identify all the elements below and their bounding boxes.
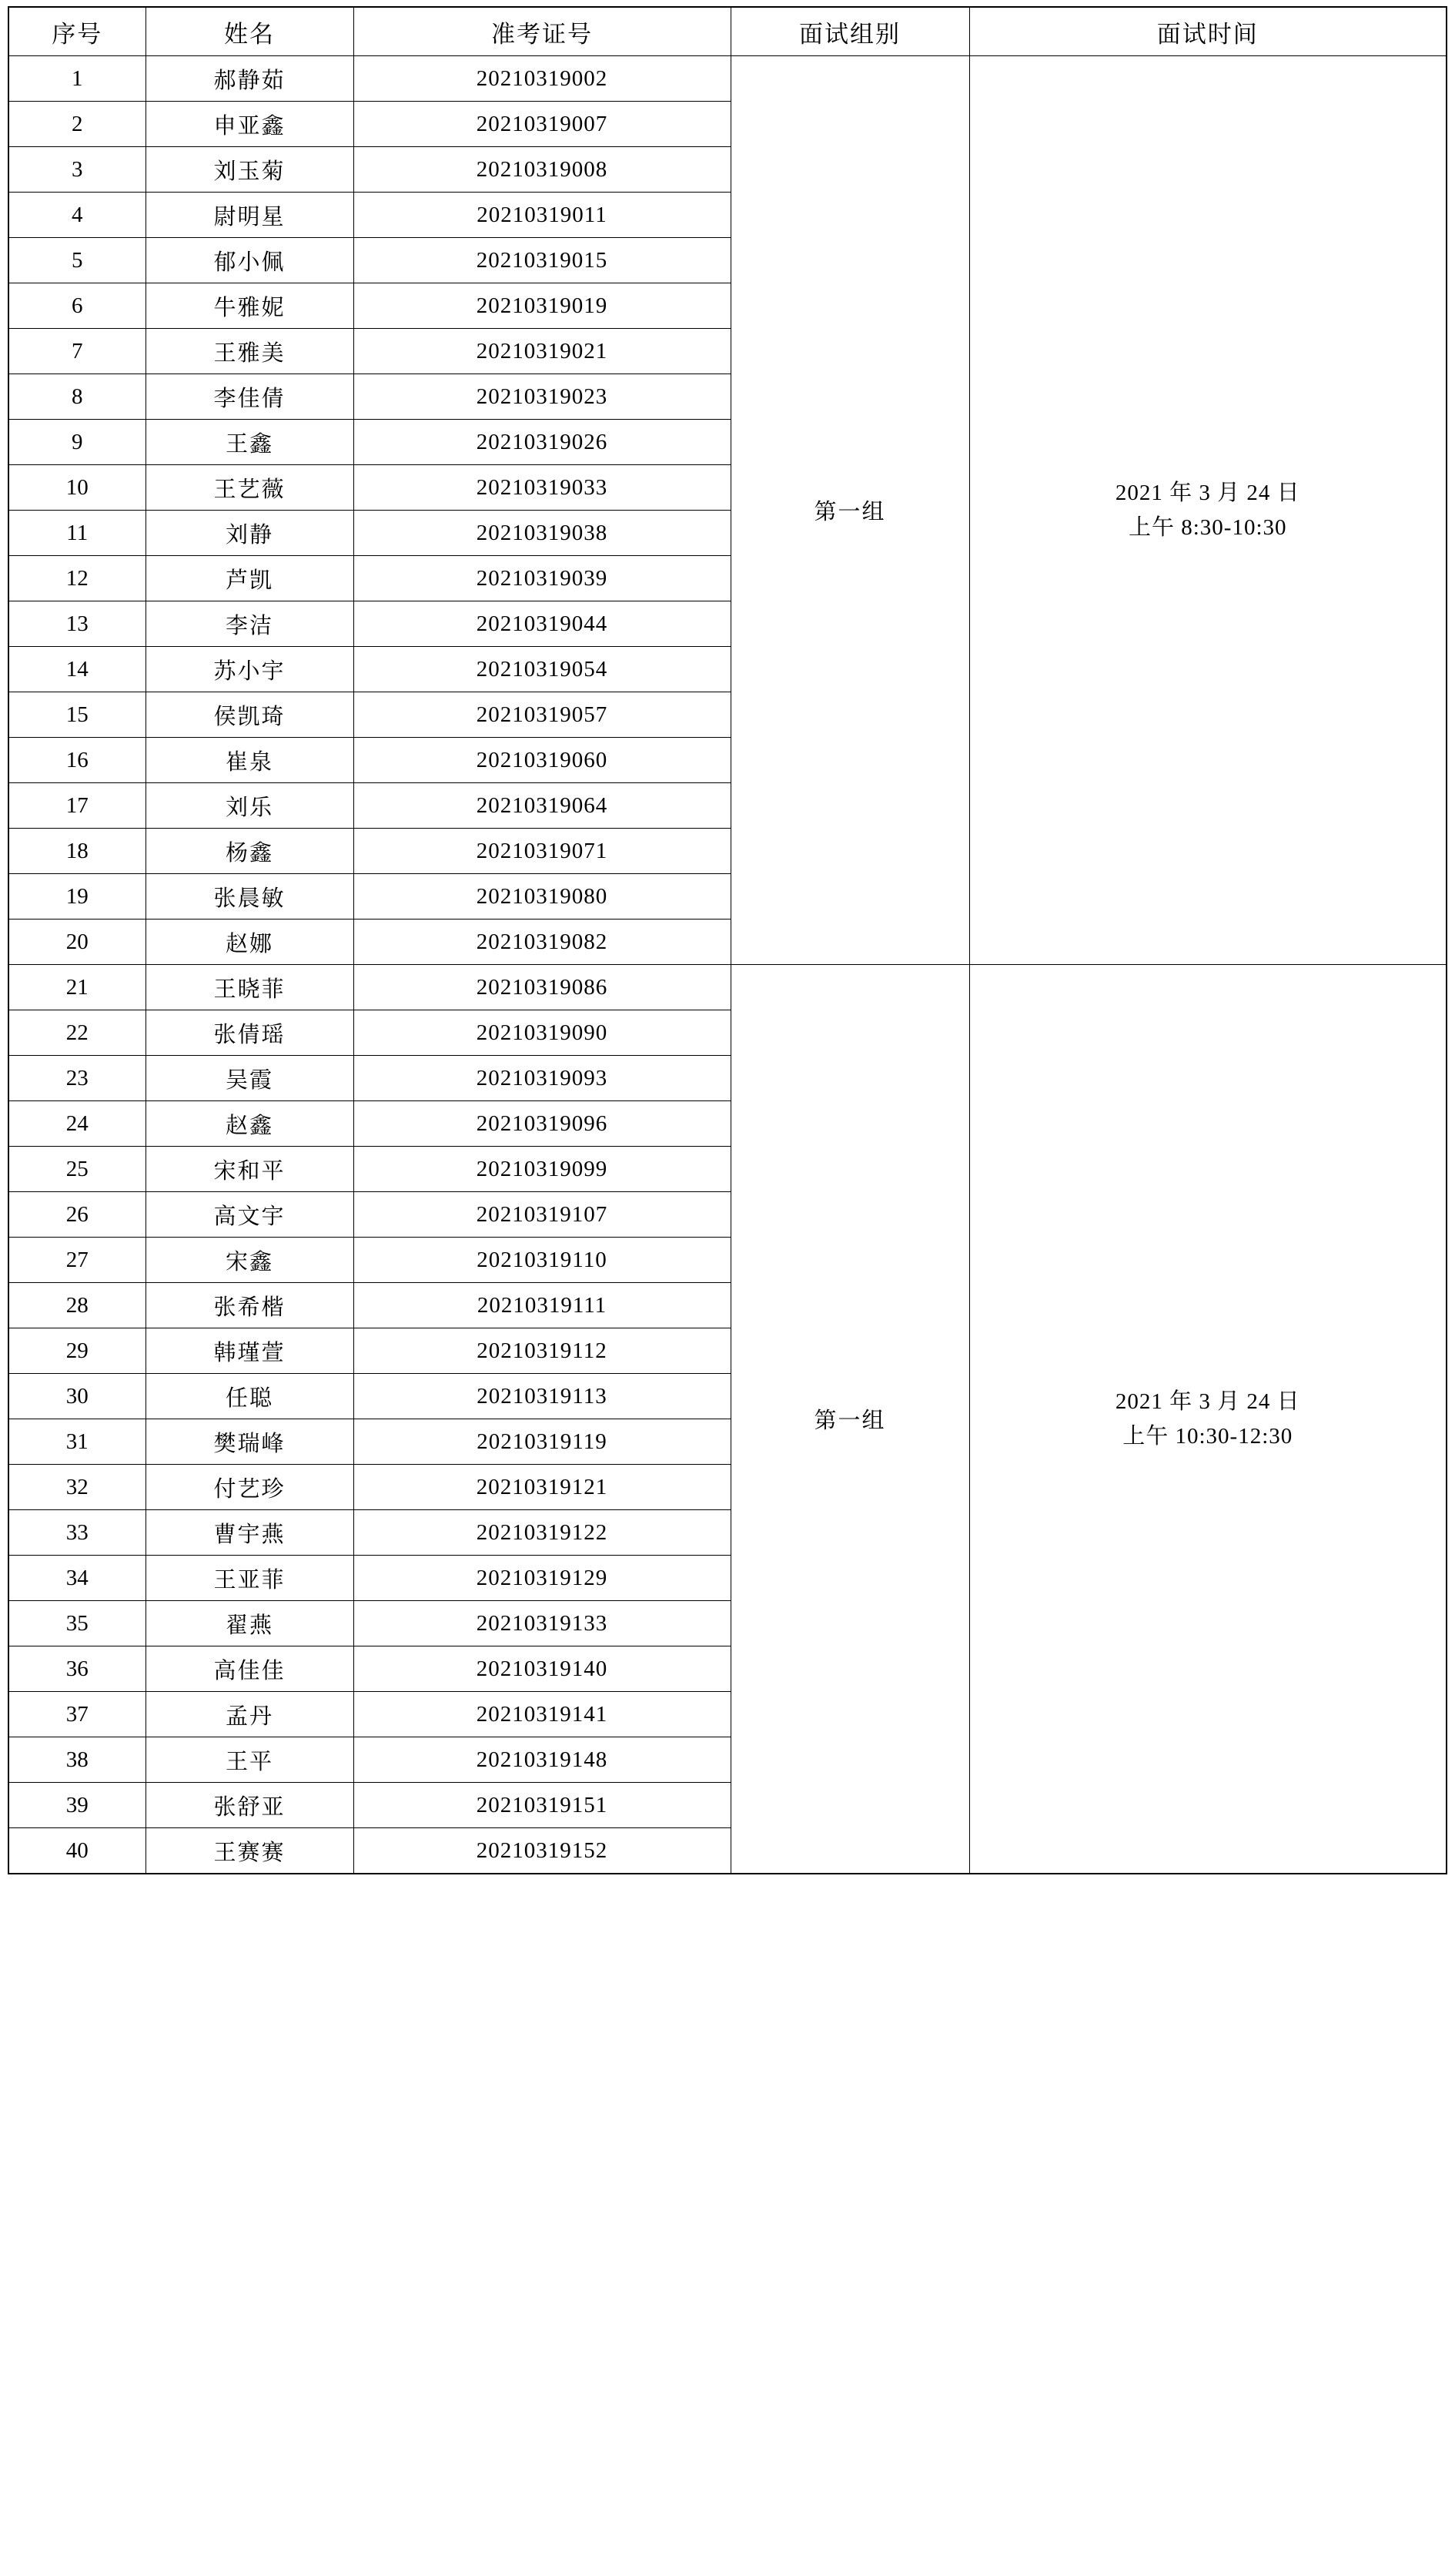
cell-index: 40	[8, 1828, 146, 1874]
cell-index: 19	[8, 874, 146, 920]
column-header-index: 序号	[8, 7, 146, 56]
cell-index: 12	[8, 556, 146, 601]
cell-ticket-number: 20210319080	[353, 874, 731, 920]
cell-ticket-number: 20210319110	[353, 1238, 731, 1283]
cell-index: 34	[8, 1556, 146, 1601]
cell-candidate-name: 王亚菲	[146, 1556, 353, 1601]
cell-index: 7	[8, 329, 146, 374]
cell-index: 39	[8, 1783, 146, 1828]
column-header-time: 面试时间	[969, 7, 1447, 56]
cell-ticket-number: 20210319148	[353, 1737, 731, 1783]
cell-candidate-name: 李洁	[146, 601, 353, 647]
cell-ticket-number: 20210319140	[353, 1646, 731, 1692]
cell-index: 23	[8, 1056, 146, 1101]
cell-index: 28	[8, 1283, 146, 1328]
cell-ticket-number: 20210319082	[353, 920, 731, 965]
cell-ticket-number: 20210319152	[353, 1828, 731, 1874]
cell-ticket-number: 20210319057	[353, 692, 731, 738]
cell-interview-group: 第一组	[731, 56, 969, 965]
cell-candidate-name: 宋鑫	[146, 1238, 353, 1283]
cell-candidate-name: 曹宇燕	[146, 1510, 353, 1556]
column-header-ticket: 准考证号	[353, 7, 731, 56]
cell-candidate-name: 王鑫	[146, 420, 353, 465]
cell-candidate-name: 高佳佳	[146, 1646, 353, 1692]
cell-candidate-name: 赵娜	[146, 920, 353, 965]
cell-candidate-name: 郁小佩	[146, 238, 353, 283]
cell-candidate-name: 李佳倩	[146, 374, 353, 420]
cell-index: 31	[8, 1419, 146, 1465]
cell-index: 10	[8, 465, 146, 511]
cell-ticket-number: 20210319093	[353, 1056, 731, 1101]
cell-candidate-name: 杨鑫	[146, 829, 353, 874]
cell-index: 32	[8, 1465, 146, 1510]
cell-index: 38	[8, 1737, 146, 1783]
cell-candidate-name: 张希楷	[146, 1283, 353, 1328]
cell-index: 27	[8, 1238, 146, 1283]
cell-ticket-number: 20210319033	[353, 465, 731, 511]
cell-candidate-name: 樊瑞峰	[146, 1419, 353, 1465]
cell-index: 14	[8, 647, 146, 692]
cell-index: 4	[8, 193, 146, 238]
cell-index: 26	[8, 1192, 146, 1238]
cell-ticket-number: 20210319129	[353, 1556, 731, 1601]
cell-candidate-name: 任聪	[146, 1374, 353, 1419]
cell-index: 15	[8, 692, 146, 738]
cell-ticket-number: 20210319112	[353, 1328, 731, 1374]
cell-candidate-name: 芦凯	[146, 556, 353, 601]
cell-candidate-name: 赵鑫	[146, 1101, 353, 1147]
cell-candidate-name: 高文宇	[146, 1192, 353, 1238]
cell-index: 17	[8, 783, 146, 829]
cell-candidate-name: 孟丹	[146, 1692, 353, 1737]
cell-ticket-number: 20210319026	[353, 420, 731, 465]
table-row	[8, 965, 1447, 1010]
interview-date: 2021 年 3 月 24 日	[1115, 1388, 1300, 1414]
cell-ticket-number: 20210319107	[353, 1192, 731, 1238]
cell-ticket-number: 20210319064	[353, 783, 731, 829]
cell-ticket-number: 20210319111	[353, 1283, 731, 1328]
cell-index: 35	[8, 1601, 146, 1646]
cell-candidate-name: 侯凯琦	[146, 692, 353, 738]
cell-interview-group: 第一组	[731, 965, 969, 1874]
cell-ticket-number: 20210319011	[353, 193, 731, 238]
cell-candidate-name: 宋和平	[146, 1147, 353, 1192]
cell-ticket-number: 20210319141	[353, 1692, 731, 1737]
cell-index: 29	[8, 1328, 146, 1374]
cell-index: 22	[8, 1010, 146, 1056]
cell-ticket-number: 20210319119	[353, 1419, 731, 1465]
cell-index: 36	[8, 1646, 146, 1692]
cell-candidate-name: 郝静茹	[146, 56, 353, 102]
table-header-row	[8, 7, 1447, 56]
cell-candidate-name: 崔泉	[146, 738, 353, 783]
cell-candidate-name: 吴霞	[146, 1056, 353, 1101]
cell-candidate-name: 刘乐	[146, 783, 353, 829]
cell-index: 9	[8, 420, 146, 465]
cell-ticket-number: 20210319039	[353, 556, 731, 601]
cell-ticket-number: 20210319007	[353, 102, 731, 147]
cell-ticket-number: 20210319021	[353, 329, 731, 374]
cell-index: 37	[8, 1692, 146, 1737]
cell-index: 25	[8, 1147, 146, 1192]
interview-time-range: 上午 8:30-10:30	[1128, 514, 1287, 540]
cell-ticket-number: 20210319054	[353, 647, 731, 692]
cell-ticket-number: 20210319096	[353, 1101, 731, 1147]
cell-candidate-name: 刘静	[146, 511, 353, 556]
cell-candidate-name: 韩瑾萱	[146, 1328, 353, 1374]
cell-candidate-name: 翟燕	[146, 1601, 353, 1646]
cell-candidate-name: 苏小宇	[146, 647, 353, 692]
cell-ticket-number: 20210319023	[353, 374, 731, 420]
cell-index: 16	[8, 738, 146, 783]
cell-candidate-name: 王晓菲	[146, 965, 353, 1010]
cell-candidate-name: 牛雅妮	[146, 283, 353, 329]
cell-ticket-number: 20210319044	[353, 601, 731, 647]
cell-ticket-number: 20210319133	[353, 1601, 731, 1646]
cell-candidate-name: 王赛赛	[146, 1828, 353, 1874]
cell-candidate-name: 尉明星	[146, 193, 353, 238]
cell-interview-time	[969, 965, 1447, 1874]
interview-date: 2021 年 3 月 24 日	[1115, 480, 1300, 505]
cell-ticket-number: 20210319038	[353, 511, 731, 556]
cell-candidate-name: 申亚鑫	[146, 102, 353, 147]
cell-ticket-number: 20210319122	[353, 1510, 731, 1556]
cell-index: 2	[8, 102, 146, 147]
cell-ticket-number: 20210319121	[353, 1465, 731, 1510]
cell-index: 33	[8, 1510, 146, 1556]
cell-ticket-number: 20210319086	[353, 965, 731, 1010]
cell-ticket-number: 20210319090	[353, 1010, 731, 1056]
cell-index: 8	[8, 374, 146, 420]
cell-ticket-number: 20210319071	[353, 829, 731, 874]
cell-ticket-number: 20210319015	[353, 238, 731, 283]
cell-index: 3	[8, 147, 146, 193]
cell-index: 11	[8, 511, 146, 556]
table-body	[8, 56, 1447, 1874]
cell-index: 30	[8, 1374, 146, 1419]
cell-index: 20	[8, 920, 146, 965]
cell-candidate-name: 王雅美	[146, 329, 353, 374]
column-header-name: 姓名	[146, 7, 353, 56]
cell-index: 1	[8, 56, 146, 102]
cell-ticket-number: 20210319113	[353, 1374, 731, 1419]
cell-interview-time	[969, 56, 1447, 965]
cell-ticket-number: 20210319008	[353, 147, 731, 193]
cell-index: 5	[8, 238, 146, 283]
cell-candidate-name: 王艺薇	[146, 465, 353, 511]
cell-candidate-name: 张舒亚	[146, 1783, 353, 1828]
cell-ticket-number: 20210319019	[353, 283, 731, 329]
interview-time-range: 上午 10:30-12:30	[1122, 1423, 1293, 1449]
cell-ticket-number: 20210319151	[353, 1783, 731, 1828]
cell-candidate-name: 张晨敏	[146, 874, 353, 920]
cell-index: 21	[8, 965, 146, 1010]
cell-candidate-name: 刘玉菊	[146, 147, 353, 193]
cell-index: 18	[8, 829, 146, 874]
cell-index: 6	[8, 283, 146, 329]
column-header-group: 面试组别	[731, 7, 969, 56]
table-row	[8, 56, 1447, 102]
table-header	[8, 7, 1447, 56]
cell-ticket-number: 20210319060	[353, 738, 731, 783]
cell-index: 24	[8, 1101, 146, 1147]
cell-index: 13	[8, 601, 146, 647]
cell-ticket-number: 20210319099	[353, 1147, 731, 1192]
cell-candidate-name: 王平	[146, 1737, 353, 1783]
cell-ticket-number: 20210319002	[353, 56, 731, 102]
interview-schedule-table	[8, 6, 1447, 1874]
cell-candidate-name: 付艺珍	[146, 1465, 353, 1510]
cell-candidate-name: 张倩瑶	[146, 1010, 353, 1056]
